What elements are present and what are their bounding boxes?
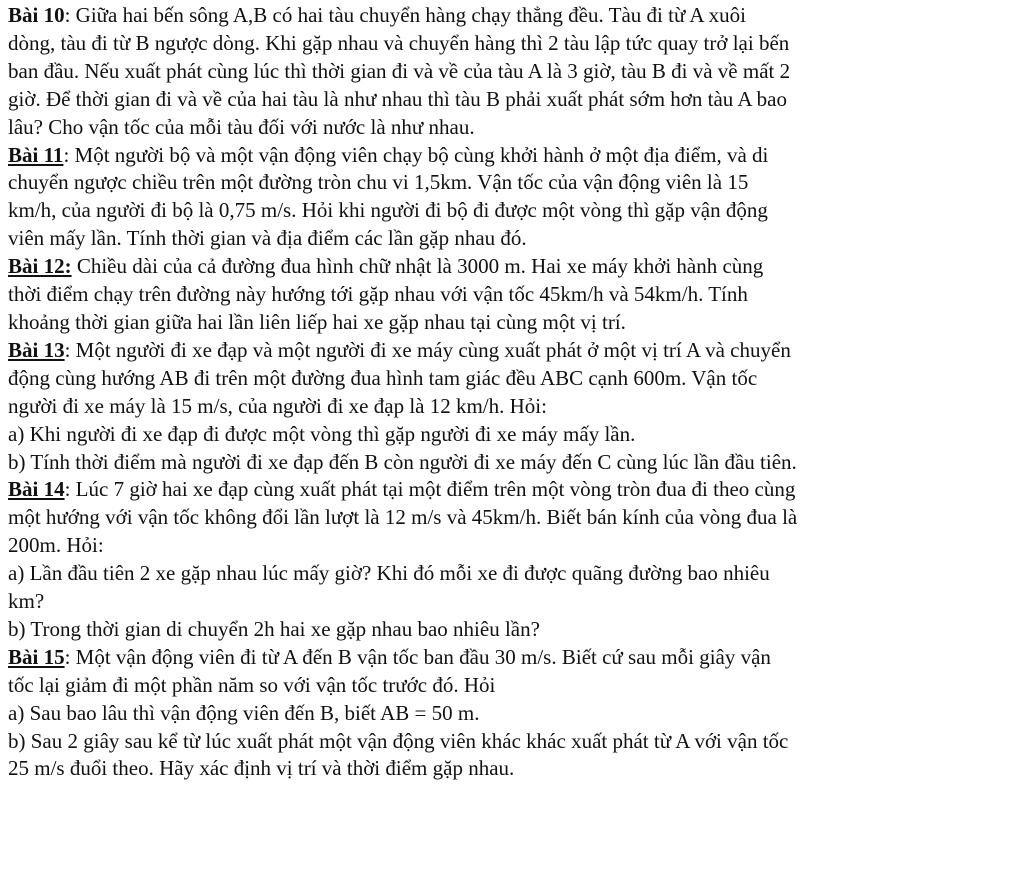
problem-10-line-4: giờ. Để thời gian đi và về của hai tàu là như nhau thì tàu B phải xuất phát sớm hơn tàu A bao	[8, 86, 787, 111]
problem-15-label: Bài 15	[8, 644, 65, 669]
problem-14-part-a: a) Lần đầu tiên 2 xe gặp nhau lúc mấy giờ? Khi đó mỗi xe đi được quãng đường bao nhiêu	[8, 561, 770, 586]
problem-15-part-a: a) Sau bao lâu thì vận động viên đến B, biết AB = 50 m.	[8, 700, 480, 725]
problem-14-line-2: một hướng với vận tốc không đổi lần lượt là 12 m/s và 45km/h. Biết bán kính của vòng đua là	[8, 505, 798, 530]
problem-13-part-b: b) Tính thời điểm mà người đi xe đạp đến B còn người đi xe máy đến C cùng lúc lần đầu tiên.	[8, 449, 797, 474]
problem-15-part-b-cont: 25 m/s đuổi theo. Hãy xác định vị trí và thời điểm gặp nhau.	[8, 756, 515, 781]
problem-14-part-b: b) Trong thời gian di chuyển 2h hai xe gặp nhau bao nhiêu lần?	[8, 616, 540, 641]
problem-12-line-1: Bài 12: Chiều dài của cả đường đua hình chữ nhật là 3000 m. Hai xe máy khởi hành cùng	[8, 254, 764, 279]
problem-11-line-1: Bài 11: Một người bộ và một vận động viên chạy bộ cùng khởi hành ở một địa điểm, và di	[8, 142, 769, 167]
problem-13-line-2: động cùng hướng AB đi trên một đường đua hình tam giác đều ABC cạnh 600m. Vận tốc	[8, 365, 758, 390]
problem-11-line-4: viên mấy lần. Tính thời gian và địa điểm các lần gặp nhau đó.	[8, 226, 527, 251]
problem-15-line-2: tốc lại giảm đi một phần năm so với vận tốc trước đó. Hỏi	[8, 672, 496, 697]
problem-11-line-2: chuyển ngược chiều trên một đường tròn chu vi 1,5km. Vận tốc của vận động viên là 15	[8, 170, 749, 195]
problem-11-line-3: km/h, của người đi bộ là 0,75 m/s. Hỏi khi người đi bộ đi được một vòng thì gặp vận động	[8, 198, 768, 223]
problem-15-line-1: Bài 15: Một vận động viên đi từ A đến B vận tốc ban đầu 30 m/s. Biết cứ sau mỗi giây vận	[8, 644, 771, 669]
problem-13-line-1: Bài 13: Một người đi xe đạp và một người đi xe máy cùng xuất phát ở một vị trí A và chuyển	[8, 337, 791, 362]
problem-12-line-3: khoảng thời gian giữa hai lần liên liếp hai xe gặp nhau tại cùng một vị trí.	[8, 309, 626, 334]
problem-15-part-b: b) Sau 2 giây sau kể từ lúc xuất phát một vận động viên khác khác xuất phát từ A với vận tốc	[8, 728, 789, 753]
problem-10-line-3: ban đầu. Nếu xuất phát cùng lúc thì thời gian đi và về của tàu A là 3 giờ, tàu B đi và về mất 2	[8, 58, 791, 83]
problem-14-part-a-cont: km?	[8, 589, 45, 614]
problem-12-label: Bài 12:	[8, 254, 72, 279]
problem-10-line-5: lâu? Cho vận tốc của mỗi tàu đối với nước là như nhau.	[8, 114, 475, 139]
problem-14-label: Bài 14	[8, 477, 65, 502]
problem-14-line-1: Bài 14: Lúc 7 giờ hai xe đạp cùng xuất phát tại một điểm trên một vòng tròn đua đi theo cùng	[8, 477, 796, 502]
problem-13-label: Bài 13	[8, 337, 65, 362]
problem-12-line-2: thời điểm chạy trên đường này hướng tới gặp nhau với vận tốc 45km/h và 54km/h. Tính	[8, 282, 748, 307]
problem-11-label: Bài 11	[8, 142, 64, 167]
problem-13-part-a: a) Khi người đi xe đạp đi được một vòng thì gặp người đi xe máy mấy lần.	[8, 421, 636, 446]
problem-10-line-2: dòng, tàu đi từ B ngược dòng. Khi gặp nhau và chuyển hàng thì 2 tàu lập tức quay trở lại bến	[8, 30, 790, 55]
problem-10-line-1: Bài 10: Giữa hai bến sông A,B có hai tàu chuyển hàng chạy thẳng đều. Tàu đi từ A xuôi	[8, 3, 747, 27]
problem-14-line-3: 200m. Hỏi:	[8, 533, 104, 558]
problem-10-label: Bài 10	[8, 3, 65, 27]
problem-13-line-3: người đi xe máy là 15 m/s, của người đi xe đạp là 12 km/h. Hỏi:	[8, 393, 547, 418]
